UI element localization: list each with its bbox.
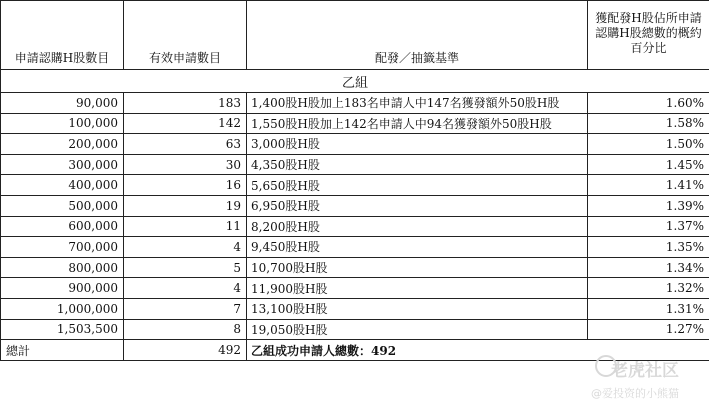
cell-percent: 1.39%: [588, 195, 709, 216]
table-row: [1, 319, 709, 340]
cell-basis: 6,950股H股: [247, 195, 588, 216]
cell-basis: 19,050股H股: [247, 319, 588, 340]
cell-shares: 400,000: [1, 175, 124, 196]
cell-applications: 16: [124, 175, 247, 196]
cell-basis: 3,000股H股: [247, 134, 588, 155]
header-shares-applied: 申請認購H股數目: [1, 1, 124, 70]
header-row: [1, 1, 709, 70]
table-row: [1, 298, 709, 319]
table-row: [1, 154, 709, 175]
table-row: [1, 237, 709, 258]
group-label: 乙組: [1, 70, 709, 93]
table-row: [1, 195, 709, 216]
table-row: [1, 113, 709, 134]
cell-percent: 1.34%: [588, 257, 709, 278]
cell-percent: 1.35%: [588, 237, 709, 258]
cell-basis: 13,100股H股: [247, 298, 588, 319]
cell-percent: 1.60%: [588, 93, 709, 114]
cell-shares: 300,000: [1, 154, 124, 175]
cell-applications: 4: [124, 237, 247, 258]
cell-basis: 5,650股H股: [247, 175, 588, 196]
watermark-logo-icon: [595, 355, 617, 377]
cell-applications: 4: [124, 278, 247, 299]
cell-shares: 500,000: [1, 195, 124, 216]
cell-applications: 142: [124, 113, 247, 134]
table-row: [1, 93, 709, 114]
cell-percent: 1.27%: [588, 319, 709, 340]
group-row: [1, 70, 709, 93]
table-row: [1, 257, 709, 278]
cell-applications: 183: [124, 93, 247, 114]
total-summary: 乙組成功申請人總數：492: [247, 340, 709, 361]
total-applications: 492: [124, 340, 247, 361]
header-approx-percentage: 獲配發H股佔所申請認購H股總數的概約百分比: [588, 1, 709, 70]
cell-basis: 9,450股H股: [247, 237, 588, 258]
cell-applications: 30: [124, 154, 247, 175]
cell-basis: 4,350股H股: [247, 154, 588, 175]
cell-basis: 1,400股H股加上183名申請人中147名獲發額外50股H股: [247, 93, 588, 114]
cell-basis: 11,900股H股: [247, 278, 588, 299]
cell-basis: 1,550股H股加上142名申請人中94名獲發額外50股H股: [247, 113, 588, 134]
cell-percent: 1.58%: [588, 113, 709, 134]
cell-applications: 63: [124, 134, 247, 155]
table-row: [1, 134, 709, 155]
cell-shares: 100,000: [1, 113, 124, 134]
cell-percent: 1.32%: [588, 278, 709, 299]
cell-percent: 1.37%: [588, 216, 709, 237]
watermark-handle: @爱投资的小熊猫: [591, 387, 679, 400]
cell-basis: 10,700股H股: [247, 257, 588, 278]
cell-shares: 600,000: [1, 216, 124, 237]
cell-applications: 11: [124, 216, 247, 237]
total-label: 總計: [1, 340, 124, 361]
header-allotment-basis: 配發／抽籤基準: [247, 1, 588, 70]
table-row: [1, 175, 709, 196]
cell-shares: 90,000: [1, 93, 124, 114]
cell-percent: 1.31%: [588, 298, 709, 319]
cell-percent: 1.45%: [588, 154, 709, 175]
cell-shares: 700,000: [1, 237, 124, 258]
cell-applications: 5: [124, 257, 247, 278]
table-row: [1, 278, 709, 299]
cell-percent: 1.50%: [588, 134, 709, 155]
cell-shares: 1,000,000: [1, 298, 124, 319]
cell-percent: 1.41%: [588, 175, 709, 196]
cell-basis: 8,200股H股: [247, 216, 588, 237]
cell-shares: 800,000: [1, 257, 124, 278]
cell-applications: 8: [124, 319, 247, 340]
header-valid-applications: 有效申請數目: [124, 1, 247, 70]
cell-shares: 900,000: [1, 278, 124, 299]
cell-shares: 200,000: [1, 134, 124, 155]
cell-shares: 1,503,500: [1, 319, 124, 340]
cell-applications: 19: [124, 195, 247, 216]
cell-applications: 7: [124, 298, 247, 319]
watermark-brand: 老虎社区: [611, 361, 679, 381]
table-row: [1, 216, 709, 237]
